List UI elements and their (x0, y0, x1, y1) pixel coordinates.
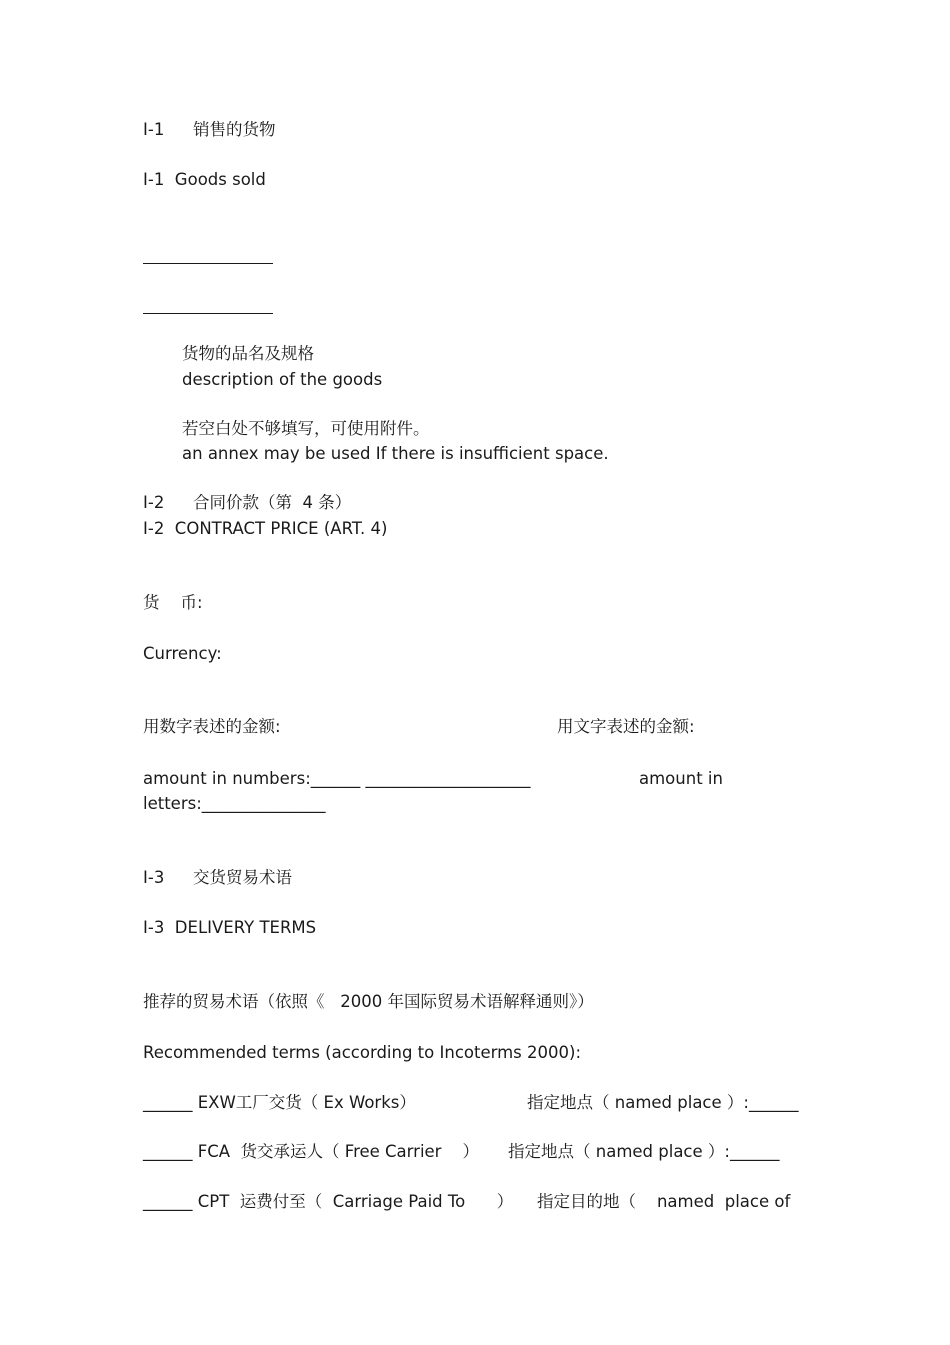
currency-label-cn: 货 币: (143, 593, 203, 612)
section-title-cn: 交货贸易术语 (193, 868, 292, 887)
term-fca-option[interactable]: ______ FCA 货交承运人（ Free Carrier ） (143, 1142, 479, 1161)
currency-label-en[interactable]: Currency: (143, 644, 222, 663)
amount-letters-field[interactable]: letters:_______________ (143, 794, 326, 813)
goods-blank-line-1[interactable] (143, 263, 273, 264)
section-id: I-2 (143, 493, 165, 512)
term-cpt-destination-label: 指定目的地（ named place of (537, 1192, 791, 1211)
section-id: I-3 (143, 868, 165, 887)
section-3-title-cn (143, 868, 292, 888)
annex-note-cn: 若空白处不够填写，可使用附件。 (182, 419, 430, 438)
section-title-cn: 销售的货物 (193, 120, 276, 139)
section-1-title-en: I-1 Goods sold (143, 170, 266, 189)
amount-numbers-field[interactable]: amount in numbers:______ ____________________ (143, 769, 531, 788)
goods-blank-line-2[interactable] (143, 313, 273, 314)
goods-description-label-en: description of the goods (182, 370, 383, 389)
amount-letters-label-cn: 用文字表述的金额: (557, 717, 695, 736)
term-exw-option[interactable]: ______ EXW工厂交货（ Ex Works） (143, 1093, 416, 1112)
term-exw-place-field[interactable]: 指定地点（ named place ）:______ (527, 1093, 799, 1112)
section-2-title-cn (143, 493, 351, 513)
amount-numbers-label-cn: 用数字表述的金额: (143, 717, 281, 736)
section-title-cn: 合同价款（第 4 条） (193, 493, 352, 512)
goods-description-label-cn: 货物的品名及规格 (182, 344, 314, 363)
section-1-title-cn (143, 120, 276, 140)
section-2-title-en: I-2 CONTRACT PRICE (ART. 4) (143, 519, 388, 538)
recommended-terms-en: Recommended terms (according to Incoterms 2000): (143, 1043, 581, 1062)
recommended-terms-cn: 推荐的贸易术语（依照《 2000 年国际贸易术语解释通则》） (143, 992, 594, 1011)
section-3-title-en: I-3 DELIVERY TERMS (143, 918, 317, 937)
term-cpt-option[interactable]: ______ CPT 运费付至（ Carriage Paid To ） (143, 1192, 514, 1211)
section-id: I-1 (143, 120, 165, 139)
amount-letters-label-en: amount in (639, 769, 723, 788)
annex-note-en: an annex may be used If there is insufficient space. (182, 444, 609, 463)
term-fca-place-field[interactable]: 指定地点（ named place ）:______ (508, 1142, 780, 1161)
